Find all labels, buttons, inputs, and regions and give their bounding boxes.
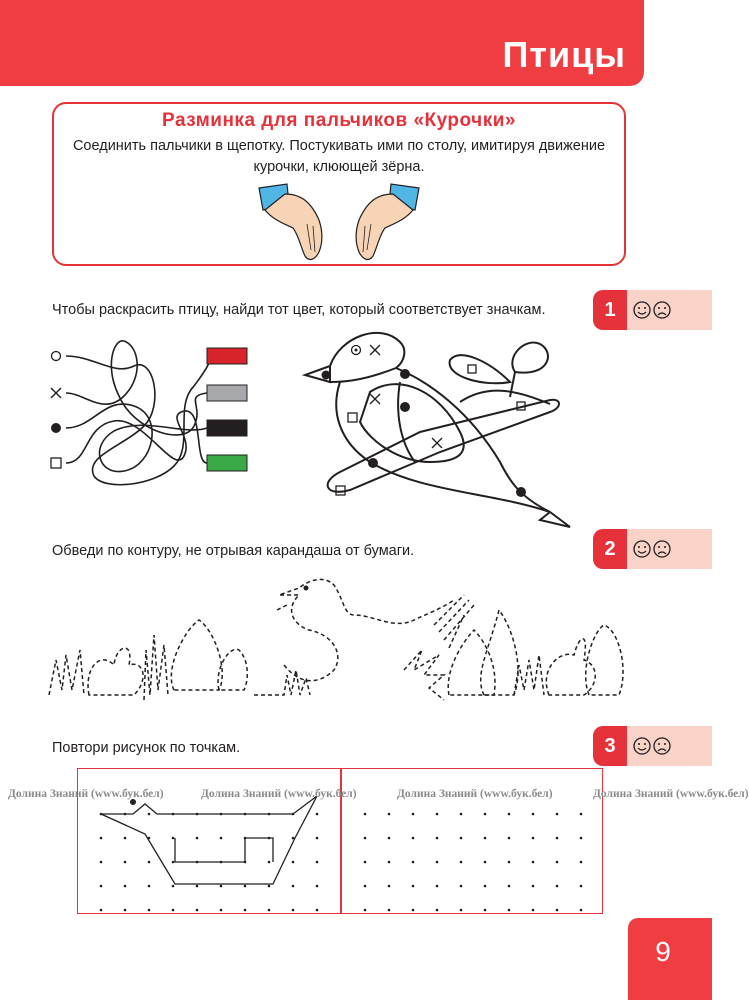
task-3-text: Повтори рисунок по точкам. — [52, 740, 241, 756]
grid-dot — [316, 861, 319, 864]
grid-dot — [196, 885, 199, 888]
grid-dot — [268, 885, 271, 888]
grid-dot — [508, 861, 511, 864]
grid-dot — [580, 885, 583, 888]
hands-illustration — [249, 180, 429, 264]
grid-dot — [436, 885, 439, 888]
green-swatch — [207, 455, 247, 471]
grid-dot — [364, 837, 367, 840]
red-swatch — [207, 348, 247, 364]
circle-open-symbol — [52, 352, 61, 361]
grid-dot — [388, 813, 391, 816]
grid-dot — [292, 885, 295, 888]
grid-dot — [172, 885, 175, 888]
color-maze — [44, 336, 254, 496]
grid-dot — [124, 909, 127, 912]
grid-dot — [580, 837, 583, 840]
dashed-tracing-picture — [44, 570, 644, 710]
page-title: Птицы — [502, 34, 626, 75]
grid-dot — [364, 909, 367, 912]
grid-dot — [316, 909, 319, 912]
grid-dot — [580, 909, 583, 912]
grid-dot — [508, 837, 511, 840]
grid-dot — [220, 909, 223, 912]
grid-dot — [220, 837, 223, 840]
grid-dot — [532, 837, 535, 840]
grid-dot — [460, 909, 463, 912]
task-2-badge — [593, 529, 712, 569]
grid-dot — [244, 885, 247, 888]
grid-dot — [388, 909, 391, 912]
grid-dot — [556, 909, 559, 912]
task-1-number: 1 — [593, 290, 627, 330]
grid-dot — [460, 837, 463, 840]
grid-dot — [148, 813, 151, 816]
black-swatch — [207, 420, 247, 436]
page-number: 9 — [655, 936, 671, 967]
grid-dot — [412, 909, 415, 912]
grid-dot — [268, 861, 271, 864]
grid-dot — [460, 861, 463, 864]
grid-dot — [532, 909, 535, 912]
grid-dot — [220, 885, 223, 888]
task-1-text: Чтобы раскрасить птицу, найди тот цвет, который соответствует значкам. — [52, 302, 546, 318]
grid-dot — [100, 837, 103, 840]
grid-dot — [580, 861, 583, 864]
grid-dot — [148, 885, 151, 888]
grid-dot — [412, 837, 415, 840]
grid-dot — [172, 837, 175, 840]
grid-dot — [508, 813, 511, 816]
grid-dot — [484, 861, 487, 864]
grid-dot — [196, 837, 199, 840]
cross-symbol — [51, 388, 61, 398]
grid-dot — [412, 861, 415, 864]
smiley-faces-icon — [633, 736, 675, 756]
grid-dot — [196, 909, 199, 912]
grid-dot — [436, 909, 439, 912]
smiley-faces-icon — [633, 539, 675, 559]
grid-dot — [412, 813, 415, 816]
grid-dot — [580, 813, 583, 816]
warmup-instructions — [54, 136, 624, 178]
square-open-symbol — [51, 458, 61, 468]
grid-dot — [364, 885, 367, 888]
grid-dot — [316, 837, 319, 840]
grid-dot — [388, 837, 391, 840]
warmup-line-1: Соединить пальчики в щепотку. Постукивать ими по столу, имитируя движение — [72, 138, 606, 154]
grid-dot — [268, 909, 271, 912]
grid-dot — [556, 885, 559, 888]
warmup-title: Разминка для пальчиков «Курочки» — [162, 110, 516, 131]
grid-dot — [388, 861, 391, 864]
grid-dot — [484, 885, 487, 888]
grid-dot — [292, 861, 295, 864]
grid-dot — [436, 813, 439, 816]
grid-dot — [556, 861, 559, 864]
circle-filled-symbol — [51, 423, 61, 433]
watermark: Долина Знаний (www.бук.бел) — [397, 788, 553, 800]
grid-dot — [460, 813, 463, 816]
grid-dot — [316, 885, 319, 888]
grid-dot — [508, 909, 511, 912]
bird-coloring-picture — [300, 322, 590, 532]
grid-dot — [172, 909, 175, 912]
smiley-faces-icon — [633, 300, 675, 320]
grid-dot — [364, 813, 367, 816]
grid-dot — [532, 813, 535, 816]
grid-dot — [532, 885, 535, 888]
grid-dot — [316, 813, 319, 816]
task-2-number: 2 — [593, 529, 627, 569]
watermark: Долина Знаний (www.бук.бел) — [201, 788, 357, 800]
gray-swatch — [207, 385, 247, 401]
warmup-line-2: курочки, клюющей зёрна. — [253, 159, 425, 175]
warmup-box — [52, 102, 626, 266]
grid-dot — [508, 885, 511, 888]
grid-dot — [436, 861, 439, 864]
grid-dot — [124, 861, 127, 864]
grid-dot — [364, 861, 367, 864]
grid-dot — [100, 885, 103, 888]
watermark: Долина Знаний (www.бук.бел) — [8, 788, 164, 800]
grid-dot — [124, 885, 127, 888]
task-1-badge — [593, 290, 712, 330]
grid-dot — [484, 813, 487, 816]
grid-dot — [532, 861, 535, 864]
task-3-number: 3 — [593, 726, 627, 766]
grid-dot — [388, 885, 391, 888]
grid-dot — [100, 909, 103, 912]
grid-dot — [484, 909, 487, 912]
grid-dot — [412, 885, 415, 888]
grid-dot — [460, 885, 463, 888]
grid-dot — [148, 861, 151, 864]
page-number-box — [628, 918, 712, 1000]
grid-dot — [556, 837, 559, 840]
grid-dot — [100, 861, 103, 864]
grid-dot — [556, 813, 559, 816]
grid-dot — [292, 909, 295, 912]
grid-dot — [124, 837, 127, 840]
watermark: Долина Знаний (www.бук.бел) — [593, 788, 749, 800]
grid-dot — [172, 861, 175, 864]
grid-dot — [436, 837, 439, 840]
task-2-text: Обведи по контуру, не отрывая карандаша от бумаги. — [52, 543, 415, 559]
task-3-badge — [593, 726, 712, 766]
grid-dot — [484, 837, 487, 840]
grid-dot — [244, 909, 247, 912]
grid-dot — [148, 909, 151, 912]
